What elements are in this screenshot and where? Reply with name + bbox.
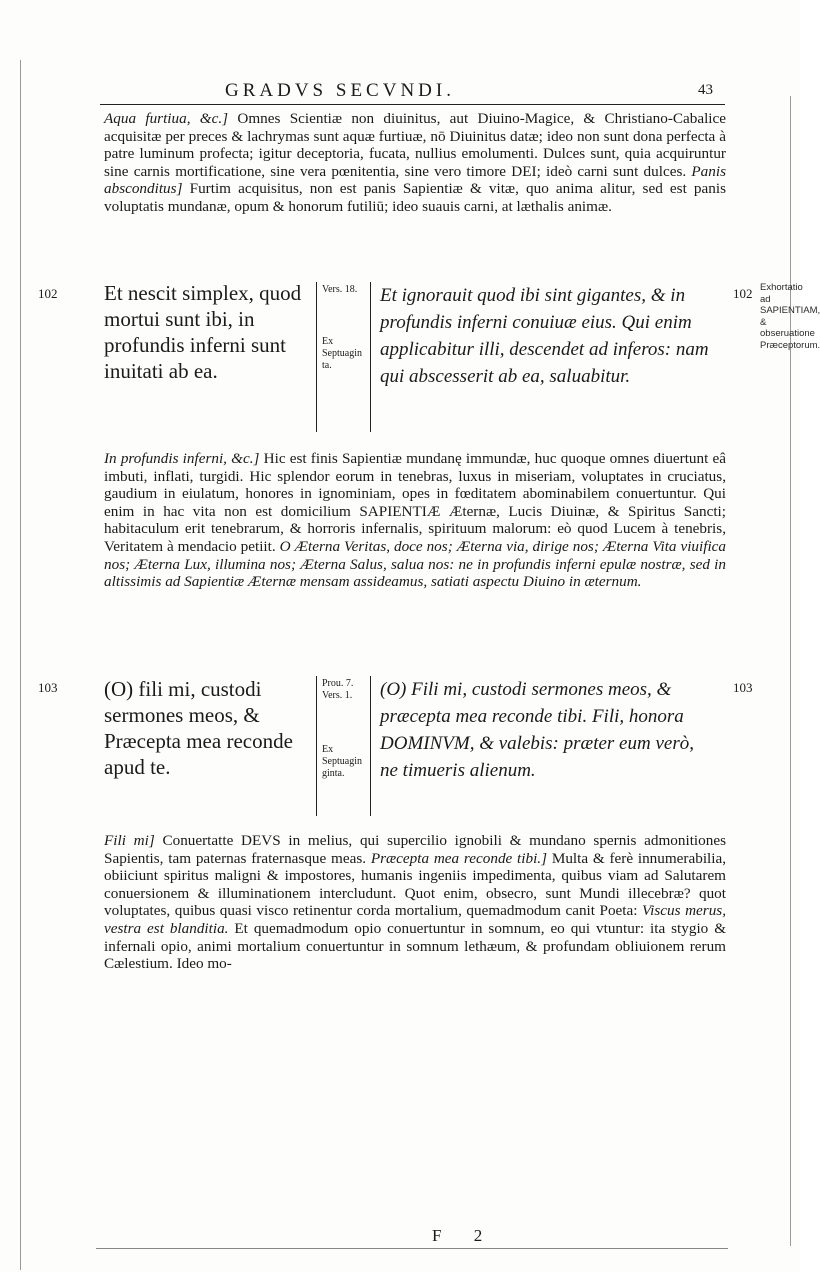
verse-number-right: 102 — [733, 286, 753, 301]
verse-latin-vulgate: (O) fili mi, custodi sermones meos, & Præcepta mea reconde apud te. — [104, 677, 293, 779]
verse-source: Ex Septuagin ginta. — [322, 744, 362, 779]
verse-latin-vulgate: Et nescit simplex, quod mortui sunt ibi, in profundis inferni sunt inuitati ab ea. — [104, 281, 302, 383]
commentary-text: Multa & ferè innumerabilia, obiiciunt spiritus maligni & impostores, humanis ingeniis impedimenta, quibus viam ad Salutarem conuersionem & illuminationem intercludunt. Quot enim, obsecro, sunt Mundi illecebræ? quot voluptates, quibus quasi visco retinentur corda mortalium, quemadmodum canit Poeta: — [104, 849, 727, 920]
page-number: 43 — [698, 82, 713, 98]
commentary-text: Conuertatte DEVS in melius, qui supercilio ignobili & mundano spernis admonitiones Sapientis, tam paternas fraternasque meas. — [104, 832, 726, 867]
commentary-paragraph-1 — [104, 110, 726, 216]
lemma: Panis absconditus] — [104, 162, 727, 198]
commentary-text: Et quemadmodum opio conuertuntur in somnum, eo qui vtuntur: ita stygio & infernali opio, animi mortalium conuertuntur in somnum lethæum, & profundam obliuionem rerum Cælestium. Ideo mo- — [104, 919, 727, 973]
commentary-text: Hic est finis Sapientiæ mundanę immundæ, huc quoque omnes diuertunt eâ imbuti, inflati, turgidi. Hic splendor eorum in tenebras, luxus in miseriam, voluptates in cruciatus, gaudium in eiulatum, honores in ignominiam, opes in fœditatem abominabilem conuertuntur. Qui enim in hac vita non est domicilium SAPIENTIÆ Æternæ, Lucis Diuinæ, & Spiritus Sancti; habitaculum erit tenebrarum, & horroris infernalis, spirituum malorum: eò quod Lucem à tenebris, Veritatem à mendacio petiit. — [104, 450, 727, 555]
verse-reference: Prou. 7. Vers. 1. — [322, 678, 354, 701]
lemma: Fili mi] — [104, 832, 155, 849]
poet-quote: Viscus merus, vestra est blanditia. — [104, 902, 727, 937]
verse-source: Ex Septuagin ta. — [322, 336, 362, 371]
prayer-text: O Æterna Veritas, doce nos; Æterna via, dirige nos; Æterna Vita viuifica nos; Æterna Lux, illumina nos; Æterna Salus, salua nos: ne in profundis inferni epulæ nostræ, sed in altissimis ad Sapientiæ Æternæ mensam assideamus, satiati aspectu Diuino in æternum. — [104, 537, 727, 591]
footer-rule — [96, 1248, 728, 1249]
column-divider — [370, 282, 371, 432]
commentary-text: Furtim acquisitus, non est panis Sapientiæ & vitæ, quo anima alitur, sed est panis voluptatis mundanæ, opum & honorum futiliū; ideo suauis carni, at læthalis animæ. — [104, 180, 726, 215]
column-divider — [316, 676, 317, 816]
column-divider — [370, 676, 371, 816]
marginal-note: Exhortatio ad SAPIENTIAM, & obseruatione Præceptorum. — [760, 282, 820, 351]
lemma: In profundis inferni, &c.] — [104, 450, 260, 467]
verse-latin-septuagint: Et ignorauit quod ibi sint gigantes, & in profundis inferni conuiuæ eius. Qui enim applicabitur illi, descendet ad inferos: nam qui abscesserit ab ea, saluabitur. — [380, 285, 709, 387]
column-divider — [316, 282, 317, 432]
signature-mark: F 2 — [432, 1226, 497, 1245]
page-edge-left — [20, 60, 21, 1270]
lemma: Præcepta mea reconde tibi.] — [370, 849, 548, 867]
commentary-paragraph-3 — [104, 832, 726, 973]
lemma: Aqua furtiua, &c.] — [104, 110, 229, 127]
verse-number-left: 103 — [38, 680, 58, 695]
verse-reference: Vers. 18. — [322, 284, 358, 295]
commentary-paragraph-2 — [104, 450, 726, 591]
verse-number-left: 102 — [38, 286, 58, 301]
commentary-text: Omnes Scientiæ non diuinitus, aut Diuino-Magice, & Christiano-Cabalice acquisitæ per preces & lachrymas sunt aquæ furtiuæ, nō Diuinitus datæ; ideo non sunt dona perfecta à patre luminum profecta; igitur deceptoria, fucata, nullius emolumenti. Dulces sunt, quia acquiruntur sine carnis mortificatione, sine vera pœnitentia, sine vero timore DEI; ideò carni sunt dulces. — [104, 110, 727, 180]
header-rule — [100, 104, 725, 105]
page-edge-right — [790, 96, 791, 1246]
running-title: GRADVS SECVNDI. — [225, 80, 455, 101]
verse-number-right: 103 — [733, 680, 753, 695]
verse-latin-septuagint: (O) Fili mi, custodi sermones meos, & præcepta mea reconde tibi. Fili, honora DOMINVM, & valebis: præter eum verò, ne timueris alienum. — [380, 679, 694, 781]
